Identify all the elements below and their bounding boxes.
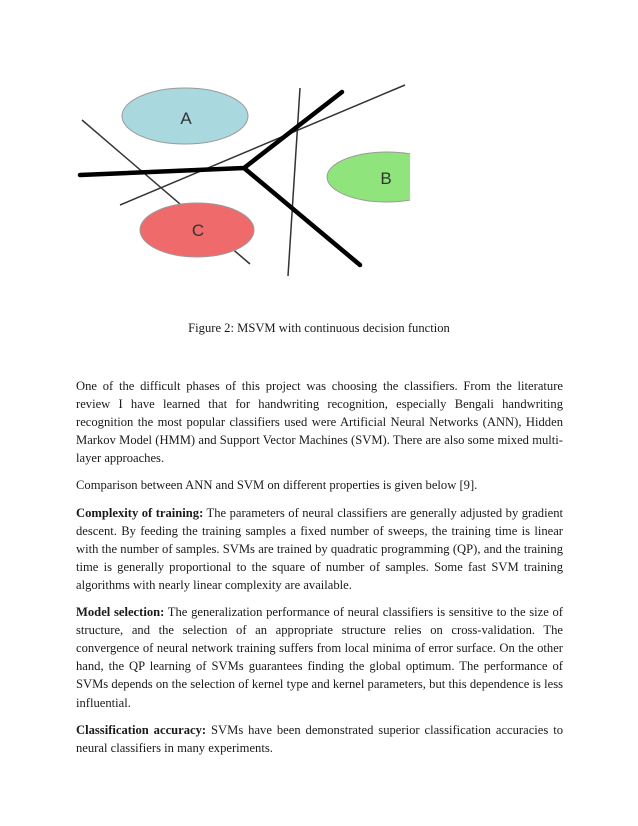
paragraph-intro: One of the difficult phases of this project was choosing the classifiers. From the literature review I have learned that for handwriting recognition, especially Bengali handwriting recognition the most popular classifiers used were Artificial Neural Networks (ANN), Hidden Markov Model (HMM) and Support Vector Machines (SVM). There are also some mixed multi-layer approaches. [76,379,563,466]
label-b: B [380,169,392,188]
accuracy-term: Classification accuracy: [76,722,207,737]
paragraph-complexity [76,504,563,594]
body-text [76,377,563,766]
model-selection-term: Model selection: [76,605,165,620]
class-b-region [327,152,410,202]
complexity-text: The parameters of neural classifiers are generally adjusted by gradient descent. By feeding the training samples a fixed number of sweeps, the training time is linear with the number of samples. SVMs are trained by quadratic programming (QP), and the training time is generally proportional to the square of number of samples. Some fast SVM training algorithms with nearly linear complexity are available. [76,505,563,592]
label-a: A [180,109,192,128]
paragraph-model-selection [76,603,563,712]
paragraph-accuracy [76,721,563,757]
accuracy-text: SVMs have been demonstrated superior classification accuracies to neural classifiers in many experiments. [76,722,563,755]
figure-caption: Figure 2: MSVM with continuous decision function [188,321,450,335]
model-selection-text: The generalization performance of neural classifiers is sensitive to the size of structure, and the selection of an appropriate structure relies on cross-validation. The convergence of neural network training suffers from local minima of error surface. On the other hand, the QP learning of SVMs guarantees finding the global optimum. The performance of SVMs depends on the selection of kernel type and kernel parameters, but this dependence is less influential. [76,605,563,710]
label-c: C [191,221,205,240]
msvm-figure [70,80,410,280]
complexity-term: Complexity of training: [76,505,204,520]
linear-boundary-3 [288,88,300,276]
paragraph-comparison: Comparison between ANN and SVM on different properties is given below [9]. [76,478,478,493]
